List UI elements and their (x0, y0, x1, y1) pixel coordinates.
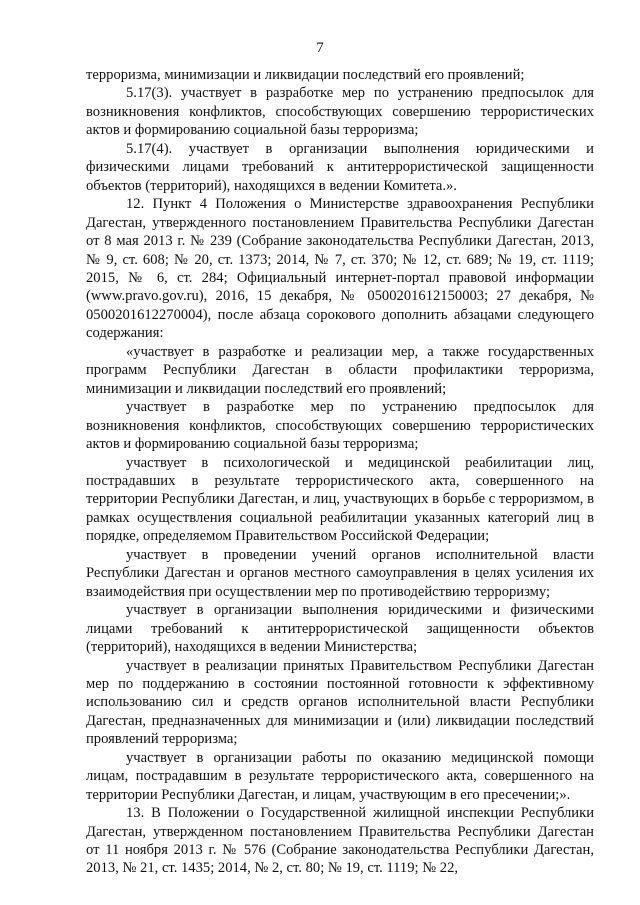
paragraph-5-17-3: 5.17(3). участвует в разработке мер по устранению предпосылок для возникновения конфликтов, способствующих совершению террористических актов и формированию социальной базы терроризма; (86, 85, 594, 139)
paragraph-continuation: терроризма, минимизации и ликвидации последствий его проявлений; (86, 67, 525, 83)
quoted-paragraph-5: участвует в организации выполнения юридическими и физическими лицами требований к антитеррористической защищенности объектов (территорий), находящихся в ведении Министерства; (86, 602, 594, 656)
paragraph-item-13: 13. В Положении о Государственной жилищной инспекции Республики Дагестан, утвержденном постановлением Правительства Республики Дагестан от 11 ноября 2013 г. № 576 (Собрание законодательства Республики Дагестан, 2013, № 21, ст. 1435; 2014, № 2, ст. 80; № 19, ст. 1119; № 22, (86, 805, 594, 877)
document-body (86, 66, 594, 878)
page-number: 7 (316, 40, 324, 56)
quoted-paragraph-2: участвует в разработке мер по устранению предпосылок для возникновения конфликтов, способствующих совершению террористических актов и формированию социальной базы терроризма; (86, 399, 594, 453)
quoted-paragraph-1: «участвует в разработке и реализации мер, а также государственных программ Республики Дагестан в области профилактики терроризма, минимизации и ликвидации последствий его проявлений; (86, 343, 594, 397)
quoted-paragraph-6: участвует в реализации принятых Правительством Республики Дагестан мер по поддержанию в состоянии постоянной готовности к эффективному использованию сил и средств органов исполнительной власти Республики Дагестан, предназначенных для минимизации и (или) ликвидации последствий проявлений терроризма; (86, 657, 594, 748)
paragraph-item-12: 12. Пункт 4 Положения о Министерстве здравоохранения Республики Дагестан, утвержденного постановлением Правительства Республики Дагестан от 8 мая 2013 г. № 239 (Собрание законодательства Республики Дагестан, 2013, № 9, ст. 608; № 20, ст. 1373; 2014, № 7, ст. 370; № 12, ст. 689; № 19, ст. 1119; 2015, № 6, ст. 284; Официальный интернет-портал правовой информации (www.pravo.gov.ru), 2016, 15 декабря, № 0500201612150003; 27 декабря, № 0500201612270004), после абзаца сорокового дополнить абзацами следующего содержания: (86, 196, 594, 342)
quoted-paragraph-7: участвует в организации работы по оказанию медицинской помощи лицам, пострадавшим в результате террористического акта, совершенного на территории Республики Дагестан, и лицам, участвующим в его пресечении;». (86, 749, 594, 803)
quoted-paragraph-4: участвует в проведении учений органов исполнительной власти Республики Дагестан и органов местного самоуправления в целях усиления их взаимодействия при осуществлении мер по противодействию терроризму; (86, 546, 594, 600)
paragraph-5-17-4: 5.17(4). участвует в организации выполнения юридическими и физическими лицами требований к антитеррористической защищенности объектов (территорий), находящихся в ведении Комитета.». (86, 140, 594, 194)
quoted-paragraph-3: участвует в психологической и медицинской реабилитации лиц, пострадавших в результате террористического акта, совершенного на территории Республики Дагестан, и лиц, участвующих в борьбе с терроризмом, в рамках осуществления социальной реабилитации указанных категорий лиц в порядке, определяемом Правительством Российской Федерации; (86, 454, 594, 545)
